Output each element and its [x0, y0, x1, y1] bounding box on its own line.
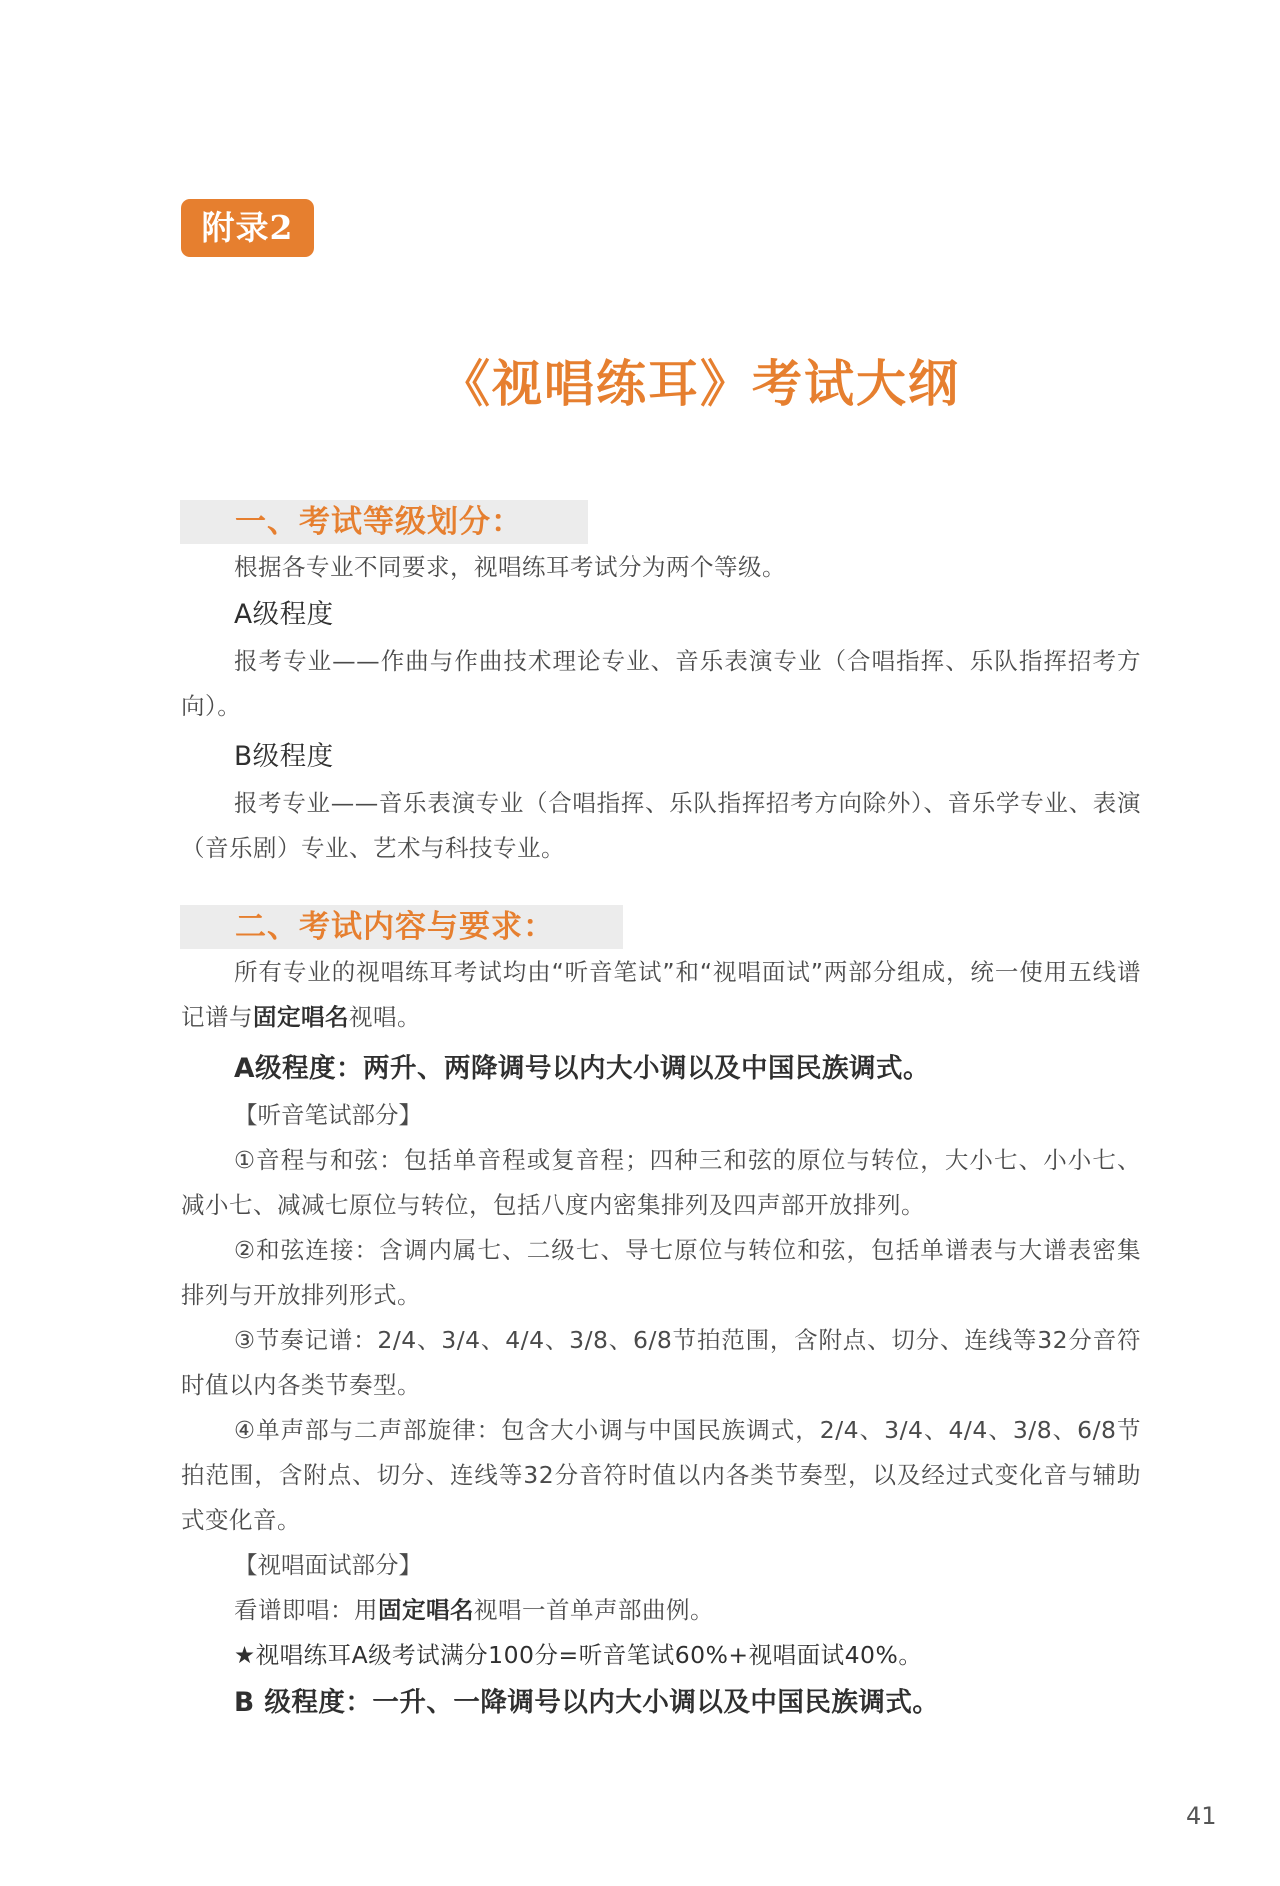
section1-intro: 根据各专业不同要求，视唱练耳考试分为两个等级。 [234, 553, 786, 581]
level-a-label: A级程度 [234, 599, 334, 630]
page-number: 41 [1186, 1802, 1217, 1830]
sightsinging-text-end: 视唱一首单声部曲例。 [474, 1596, 714, 1624]
level-b-label: B级程度 [234, 741, 334, 772]
sightsinging-section-label: 【视唱面试部分】 [234, 1551, 422, 1579]
level-b-heading: B 级程度：一升、一降调号以内大小调以及中国民族调式。 [234, 1687, 940, 1718]
item-intervals-chords: ①音程与和弦：包括单音程或复音程；四种三和弦的原位与转位，大小七、小小七、减小七、减减七原位与转位，包括八度内密集排列及四声部开放排列。 [181, 1146, 1141, 1219]
item-rhythm-notation: ③节奏记谱：2/4、3/4、4/4、3/8、6/8节拍范围，含附点、切分、连线等32分音符时值以内各类节奏型。 [181, 1326, 1141, 1399]
sightsinging-text: 看谱即唱：用 [234, 1596, 378, 1624]
item-melody: ④单声部与二声部旋律：包含大小调与中国民族调式，2/4、3/4、4/4、3/8、6/8节拍范围，含附点、切分、连线等32分音符时值以内各类节奏型，以及经过式变化音与辅助式变化音。 [181, 1416, 1141, 1534]
section-heading-2: 二、考试内容与要求： [180, 905, 623, 949]
level-a-heading: A级程度：两升、两降调号以内大小调以及中国民族调式。 [234, 1053, 931, 1084]
section2-intro [181, 950, 1141, 1040]
fixed-solfege-emphasis-2: 固定唱名 [378, 1596, 474, 1624]
level-b-description: 报考专业——音乐表演专业（合唱指挥、乐队指挥招考方向除外）、音乐学专业、表演（音乐剧）专业、艺术与科技专业。 [181, 789, 1141, 862]
section2-intro-end: 视唱。 [349, 1003, 421, 1031]
fixed-solfege-emphasis: 固定唱名 [253, 1003, 349, 1031]
item-chord-progression: ②和弦连接：含调内属七、二级七、导七原位与转位和弦，包括单谱表与大谱表密集排列与开放排列形式。 [181, 1236, 1141, 1309]
section-heading-1: 一、考试等级划分： [180, 500, 588, 544]
level-a-description: 报考专业——作曲与作曲技术理论专业、音乐表演专业（合唱指挥、乐队指挥招考方向）。 [181, 647, 1141, 720]
score-note: ★视唱练耳A级考试满分100分=听音笔试60%+视唱面试40%。 [234, 1641, 923, 1669]
appendix-tag: 附录2 [181, 199, 314, 257]
page-title: 《视唱练耳》考试大纲 [440, 354, 960, 413]
section2-intro-text: 所有专业的视唱练耳考试均由“听音笔试”和“视唱面试”两部分组成，统一使用五线谱记谱与 [181, 958, 1141, 1031]
sightsinging-description [181, 1588, 1141, 1633]
listening-section-label: 【听音笔试部分】 [234, 1101, 422, 1129]
